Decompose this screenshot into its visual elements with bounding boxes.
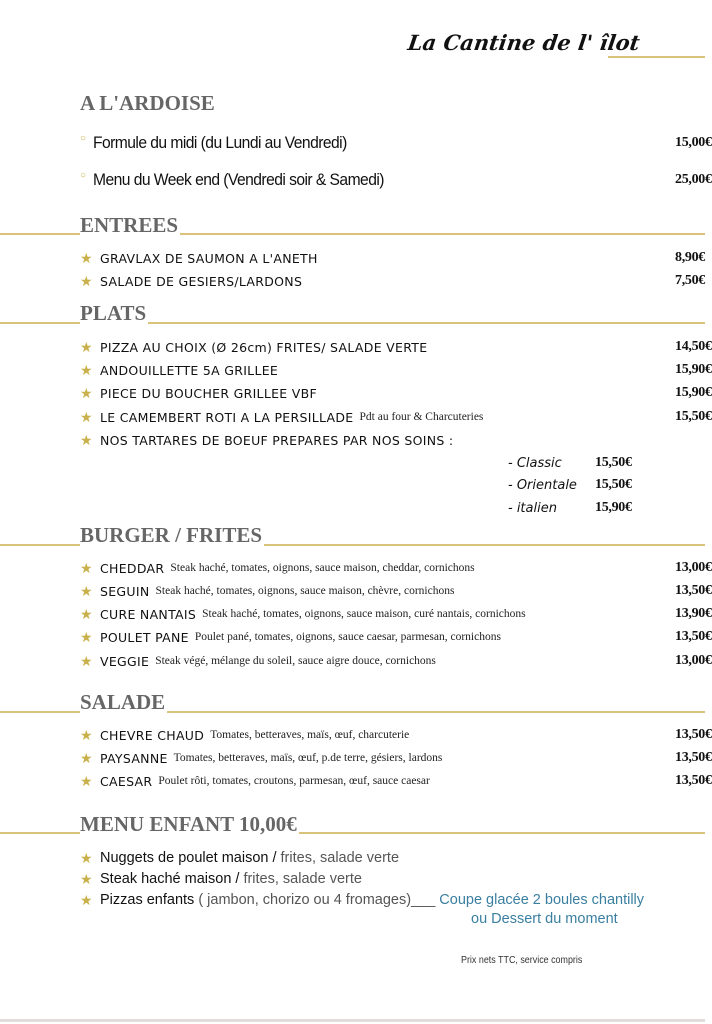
heading-rule-left: [0, 322, 80, 324]
item-description: Steak haché, tomates, oignons, sauce maison, cheddar, cornichons: [170, 562, 475, 574]
variant-price: 15,50€: [595, 477, 632, 492]
star-icon: ★: [80, 361, 93, 378]
menu-item: [80, 132, 712, 154]
item-description: Pdt au four & Charcuteries: [359, 411, 484, 423]
star-icon: ★: [80, 431, 93, 448]
heading-rule-right: [148, 322, 705, 324]
star-icon: ★: [80, 652, 93, 669]
item-price: 13,50€: [675, 583, 712, 598]
item-name: LE CAMEMBERT ROTI A LA PERSILLADE: [100, 409, 354, 425]
star-icon: ★: [80, 408, 93, 425]
kids-item: [80, 868, 705, 890]
section-heading-burger: BURGER / FRITES: [80, 523, 263, 547]
item-name: CAESAR: [100, 773, 153, 789]
star-icon: ★: [80, 849, 93, 866]
item-name: CHEDDAR: [100, 560, 165, 576]
item-name: CHEVRE CHAUD: [100, 727, 205, 743]
item-name: PIECE DU BOUCHER GRILLEE VBF: [100, 385, 317, 401]
menu-item: [80, 747, 712, 769]
item-name: PIZZA AU CHOIX (Ø 26cm) FRITES/ SALADE VERTE: [100, 339, 428, 355]
variant-name: - italien: [508, 500, 557, 516]
kids-item-side: frites, salade verte: [243, 871, 362, 887]
variant-name: - Orientale: [508, 477, 577, 493]
menu-item: [80, 724, 712, 746]
item-name: SALADE DE GESIERS/LARDONS: [100, 273, 303, 289]
item-description: Poulet rôti, tomates, croutons, parmesan, œuf, sauce caesar: [158, 775, 430, 787]
heading-rule-left: [0, 832, 80, 834]
item-price: 13,00€: [675, 560, 712, 575]
tartare-variant: [0, 497, 705, 519]
item-name: ANDOUILLETTE 5A GRILLEE: [100, 362, 279, 378]
footer-note: Prix nets TTC, service compris: [461, 954, 583, 966]
menu-item: [80, 169, 712, 191]
item-price: 15,90€: [675, 362, 712, 377]
star-icon: ★: [80, 628, 93, 645]
variant-name: - Classic: [508, 455, 562, 471]
item-name: Menu du Week end (Vendredi soir & Samedi): [93, 170, 384, 189]
kids-dessert: Coupe glacée 2 boules chantilly: [439, 892, 645, 908]
item-price: 14,50€: [675, 339, 712, 354]
kids-item-name: Nuggets de poulet maison /: [100, 850, 277, 866]
star-icon: ★: [80, 870, 93, 887]
menu-item: [80, 382, 712, 404]
item-price: 13,50€: [675, 750, 712, 765]
menu-item: [80, 429, 705, 451]
kids-item-side: frites, salade verte: [280, 850, 400, 866]
heading-rule-left: [0, 233, 80, 235]
star-icon: ★: [80, 726, 93, 743]
tartare-variant: [0, 452, 705, 474]
star-icon: ★: [80, 249, 93, 266]
menu-item: [80, 359, 712, 381]
item-name: SEGUIN: [100, 583, 150, 599]
item-price: 13,50€: [675, 629, 712, 644]
circle-bullet-icon: ○: [80, 170, 87, 181]
heading-rule-right: [180, 233, 705, 235]
menu-item: [80, 603, 712, 625]
item-price: 13,90€: [675, 606, 712, 621]
section-heading-kids: MENU ENFANT 10,00€: [80, 812, 297, 836]
menu-item: [80, 580, 712, 602]
circle-bullet-icon: ○: [80, 133, 87, 144]
star-icon: ★: [80, 338, 93, 355]
section-heading-ardoise: A L'ARDOISE: [80, 91, 215, 115]
item-name: CURE NANTAIS: [100, 606, 197, 622]
heading-rule-right: [167, 711, 705, 713]
kids-item-side: ( jambon, chorizo ou 4 fromages)___: [198, 892, 436, 908]
item-price: 15,00€: [675, 135, 712, 150]
item-price: 7,50€: [675, 273, 706, 288]
item-price: 13,50€: [675, 773, 712, 788]
item-price: 13,50€: [675, 727, 712, 742]
item-name: GRAVLAX DE SAUMON A L'ANETH: [100, 250, 318, 266]
star-icon: ★: [80, 605, 93, 622]
menu-item: [80, 336, 712, 358]
menu-item: [80, 626, 712, 648]
menu-item: [80, 770, 712, 792]
menu-item: [80, 650, 712, 672]
kids-dessert-line2: ou Dessert du moment: [471, 911, 618, 927]
heading-rule-left: [0, 711, 80, 713]
item-description: Tomates, betteraves, maïs, œuf, p.de terre, gésiers, lardons: [173, 752, 443, 764]
variant-price: 15,50€: [595, 455, 632, 470]
star-icon: ★: [80, 582, 93, 599]
star-icon: ★: [80, 384, 93, 401]
item-description: Steak haché, tomates, oignons, sauce maison, chèvre, cornichons: [155, 585, 455, 597]
kids-item: [80, 847, 705, 869]
item-name: NOS TARTARES DE BOEUF PREPARES PAR NOS SOINS :: [100, 432, 454, 448]
kids-item-name: Steak haché maison /: [100, 871, 240, 887]
item-price: 15,90€: [675, 385, 712, 400]
restaurant-title: La Cantine de l' îlot: [406, 30, 642, 55]
menu-item: [80, 406, 712, 428]
item-price: 15,50€: [675, 409, 712, 424]
title-underline: [608, 56, 705, 58]
item-name: VEGGIE: [100, 653, 150, 669]
star-icon: ★: [80, 749, 93, 766]
kids-item: [80, 889, 705, 911]
kids-item-name: Pizzas enfants: [100, 892, 195, 908]
item-description: Steak végé, mélange du soleil, sauce aigre douce, cornichons: [155, 655, 436, 667]
item-name: POULET PANE: [100, 629, 189, 645]
heading-rule-right: [299, 832, 705, 834]
item-name: PAYSANNE: [100, 750, 168, 766]
star-icon: ★: [80, 891, 93, 908]
item-description: Tomates, betteraves, maïs, œuf, charcuterie: [210, 729, 410, 741]
section-heading-salade: SALADE: [80, 690, 166, 714]
heading-rule-left: [0, 544, 80, 546]
section-heading-plats: PLATS: [80, 301, 147, 325]
item-description: Poulet pané, tomates, oignons, sauce caesar, parmesan, cornichons: [194, 631, 501, 643]
star-icon: ★: [80, 272, 93, 289]
item-name: Formule du midi (du Lundi au Vendredi): [93, 133, 347, 152]
star-icon: ★: [80, 559, 93, 576]
menu-item: [80, 270, 705, 292]
page-bottom-border: [0, 1019, 705, 1022]
menu-item: [80, 557, 712, 579]
star-icon: ★: [80, 772, 93, 789]
tartare-variant: [0, 474, 705, 496]
menu-item: [80, 247, 705, 269]
variant-price: 15,90€: [595, 500, 632, 515]
heading-rule-right: [264, 544, 705, 546]
item-price: 8,90€: [675, 250, 706, 265]
item-description: Steak haché, tomates, oignons, sauce maison, curé nantais, cornichons: [202, 608, 526, 620]
item-price: 25,00€: [675, 172, 712, 187]
section-heading-entrees: ENTREES: [80, 213, 179, 237]
item-price: 13,00€: [675, 653, 712, 668]
